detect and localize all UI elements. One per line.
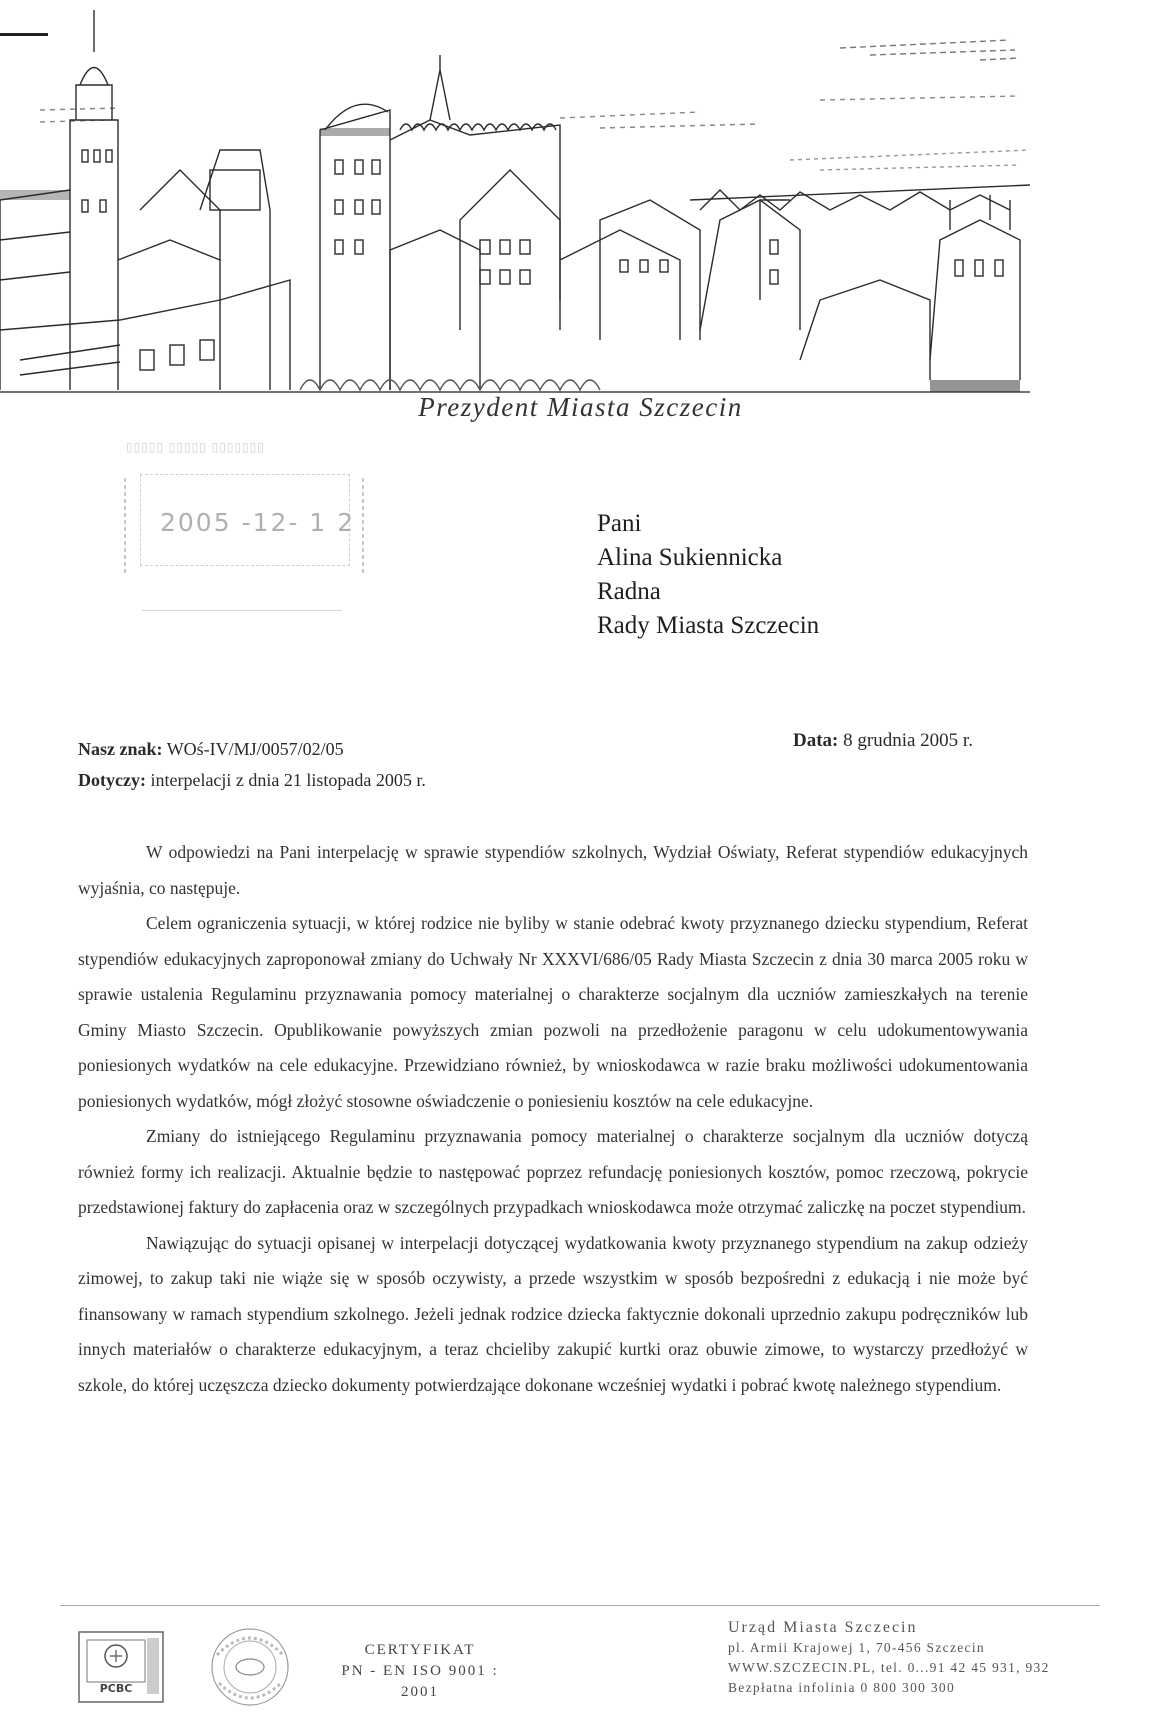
our-sign-label: Nasz znak: [78,739,163,759]
stamp-side-mark-right [362,478,364,573]
stamp-underline [142,610,342,611]
office-line: WWW.SZCZECIN.PL, tel. 0...91 42 45 931, 932 [728,1660,1050,1675]
letter-date [793,730,973,752]
office-address [728,1618,1050,1698]
date-label: Data: [793,730,839,751]
certificate-standard: PN - EN ISO 9001 : 2001 [341,1663,499,1700]
certificate-text [330,1640,510,1703]
recipient-line: Alina Sukiennicka [597,544,783,571]
letter-body [78,835,1028,1403]
our-sign-row [78,734,426,765]
stamp-side-mark-left [124,478,126,573]
recipient-line: Rady Miasta Szczecin [597,612,820,639]
recipient-line: Pani [597,510,642,537]
certificate-title: CERTYFIKAT [364,1642,476,1658]
pcbc-text: PCBC [99,1682,133,1695]
body-paragraph: Celem ograniczenia sytuacji, w której rodzice nie byliby w stanie odebrać kwoty przyznanego dziecku stypendium, Referat stypendiów edukacyjnych zaproponował zmiany do Uchwały Nr XXXVI/686/05 Rady Miasta Szczecin z dnia 30 marca 2005 roku w sprawie ustalenia Regulaminu przyznawania pomocy materialnej o charakterze socjalnym dla uczniów zamieszkałych na terenie Gminy Miasto Szczecin. Opublikowanie powyższych zmian pozwoli na przedłożenie paragonu w celu udokumentowywania poniesionych wydatków na cele edukacyjne. Przewidziano również, by wnioskodawca w razie braku możliwości udokumentowania poniesionych wydatków, mógł złożyć stosowne oświadczenie o poniesieniu kosztów na cele edukacyjne. [78,913,1028,1111]
city-skyline-illustration [0,0,1120,395]
stamp-date: 2005 -12- 1 2 [160,508,356,537]
date-value: 8 grudnia 2005 r. [843,730,973,751]
recipient-block [597,507,819,643]
body-paragraph: W odpowiedzi na Pani interpelację w sprawie stypendiów szkolnych, Wydział Oświaty, Referat stypendiów edukacyjnych wyjaśnia, co następuje. [78,842,1028,898]
subject-row [78,765,426,796]
body-paragraph: Zmiany do istniejącego Regulaminu przyznawania pomocy materialnej o charakterze socjalnym dla uczniów dotyczą również formy ich realizacji. Aktualnie będzie to następować poprzez refundację poniesionych kosztów, pomoc rzeczową, pokrycie przedstawionej faktury do zapłacenia oraz w szczególnych przypadkach wnioskodawca może otrzymać zaliczkę na poczet stypendium. [78,1126,1028,1217]
office-line: Bezpłatna infolinia 0 800 300 300 [728,1680,955,1695]
subject-value: interpelacji z dnia 21 listopada 2005 r. [150,770,426,790]
office-line: Urząd Miasta Szczecin [728,1619,918,1636]
receipt-stamp [112,438,377,618]
body-paragraph: Nawiązując do sytuacji opisanej w interpelacji dotyczącej wydatkowania kwoty przyznanego stypendium na zakup odzieży zimowej, to zakup taki nie wiąże się w sposób oczywisty, a przede wszystkim w sposób bezpośredni z edukacją i nie może być finansowany w ramach stypendium szkolnego. Jeżeli jednak rodzice dziecka faktycznie dokonali uprzednio zakupu podręczników lub innych materiałów o charakterze edukacyjnym, a teraz chcieliby zakupić kurtki oraz obuwie zimowe, to wystarczy przedłożyć w szkole, do której uczęszcza dziecko dokumenty potwierdzające dokonane wcześniej wydatki i pobrać kwotę należnego stypendium. [78,1232,1028,1395]
reference-block [78,734,426,796]
letterhead-title: Prezydent Miasta Szczecin [418,392,743,422]
pcbc-logo [77,1630,165,1705]
subject-label: Dotyczy: [78,770,146,790]
recipient-line: Radna [597,578,661,605]
our-sign-value: WOś-IV/MJ/0057/02/05 [166,739,344,759]
footer-divider [60,1605,1100,1606]
certificate-seal-icon [205,1625,295,1710]
stamp-header-smudge: ▯▯▯▯▯ ▯▯▯▯▯ ▯▯▯▯▯▯▯ [126,440,265,454]
office-line: pl. Armii Krajowej 1, 70-456 Szczecin [728,1640,985,1655]
